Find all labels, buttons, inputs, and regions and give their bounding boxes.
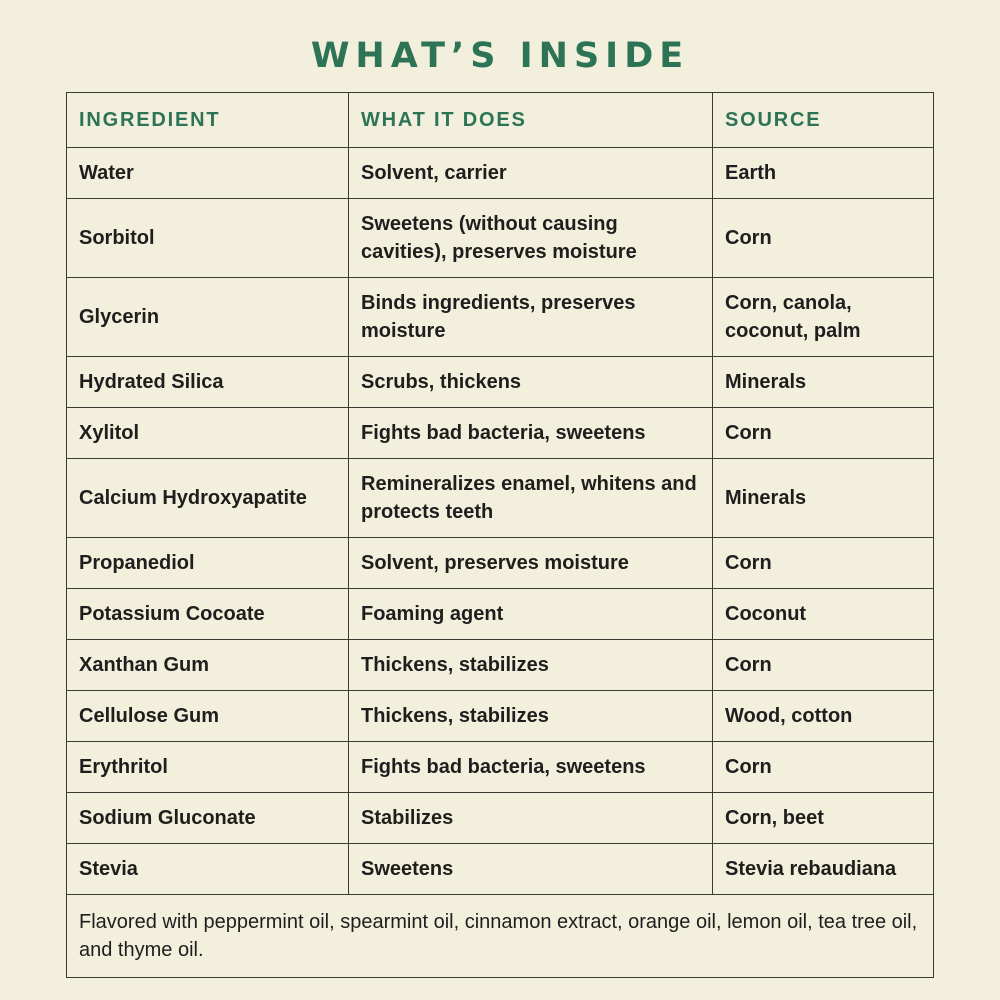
column-header-what-it-does: WHAT IT DOES — [349, 93, 713, 148]
source-cell: Minerals — [713, 459, 934, 538]
table-row — [67, 793, 934, 844]
flavor-footnote: Flavored with peppermint oil, spearmint oil, cinnamon extract, orange oil, lemon oil, tea tree oil, and thyme oil. — [67, 895, 934, 978]
table-row — [67, 742, 934, 793]
ingredient-cell: Hydrated Silica — [67, 357, 349, 408]
what-it-does-cell: Sweetens (without causing cavities), preserves moisture — [349, 199, 713, 278]
table-row — [67, 459, 934, 538]
table-row — [67, 844, 934, 895]
what-it-does-cell: Remineralizes enamel, whitens and protects teeth — [349, 459, 713, 538]
table-row — [67, 640, 934, 691]
source-cell: Coconut — [713, 589, 934, 640]
table-row — [67, 148, 934, 199]
column-header-ingredient: INGREDIENT — [67, 93, 349, 148]
what-it-does-cell: Solvent, carrier — [349, 148, 713, 199]
ingredient-cell: Stevia — [67, 844, 349, 895]
source-cell: Wood, cotton — [713, 691, 934, 742]
source-cell: Earth — [713, 148, 934, 199]
what-it-does-cell: Foaming agent — [349, 589, 713, 640]
source-cell: Stevia rebaudiana — [713, 844, 934, 895]
table-row — [67, 691, 934, 742]
table-row — [67, 589, 934, 640]
column-header-source: SOURCE — [713, 93, 934, 148]
what-it-does-cell: Solvent, preserves moisture — [349, 538, 713, 589]
ingredient-cell: Xylitol — [67, 408, 349, 459]
what-it-does-cell: Stabilizes — [349, 793, 713, 844]
source-cell: Corn — [713, 640, 934, 691]
what-it-does-cell: Fights bad bacteria, sweetens — [349, 742, 713, 793]
ingredient-cell: Water — [67, 148, 349, 199]
table-row — [67, 357, 934, 408]
what-it-does-cell: Sweetens — [349, 844, 713, 895]
ingredient-cell: Cellulose Gum — [67, 691, 349, 742]
table-row — [67, 408, 934, 459]
source-cell: Corn, beet — [713, 793, 934, 844]
page-title: WHAT’S INSIDE — [310, 36, 690, 76]
ingredient-cell: Sodium Gluconate — [67, 793, 349, 844]
ingredient-cell: Sorbitol — [67, 199, 349, 278]
footnote-row — [67, 895, 934, 978]
ingredient-cell: Erythritol — [67, 742, 349, 793]
ingredient-cell: Calcium Hydroxyapatite — [67, 459, 349, 538]
ingredient-cell: Glycerin — [67, 278, 349, 357]
source-cell: Corn — [713, 408, 934, 459]
table-row — [67, 199, 934, 278]
ingredient-cell: Propanediol — [67, 538, 349, 589]
source-cell: Minerals — [713, 357, 934, 408]
what-it-does-cell: Scrubs, thickens — [349, 357, 713, 408]
source-cell: Corn — [713, 742, 934, 793]
ingredient-cell: Xanthan Gum — [67, 640, 349, 691]
source-cell: Corn — [713, 538, 934, 589]
what-it-does-cell: Thickens, stabilizes — [349, 691, 713, 742]
ingredients-table — [66, 92, 934, 978]
table-row — [67, 278, 934, 357]
header-row — [67, 93, 934, 148]
what-it-does-cell: Binds ingredients, preserves moisture — [349, 278, 713, 357]
source-cell: Corn, canola, coconut, palm — [713, 278, 934, 357]
what-it-does-cell: Fights bad bacteria, sweetens — [349, 408, 713, 459]
what-it-does-cell: Thickens, stabilizes — [349, 640, 713, 691]
table-row — [67, 538, 934, 589]
source-cell: Corn — [713, 199, 934, 278]
ingredient-cell: Potassium Cocoate — [67, 589, 349, 640]
